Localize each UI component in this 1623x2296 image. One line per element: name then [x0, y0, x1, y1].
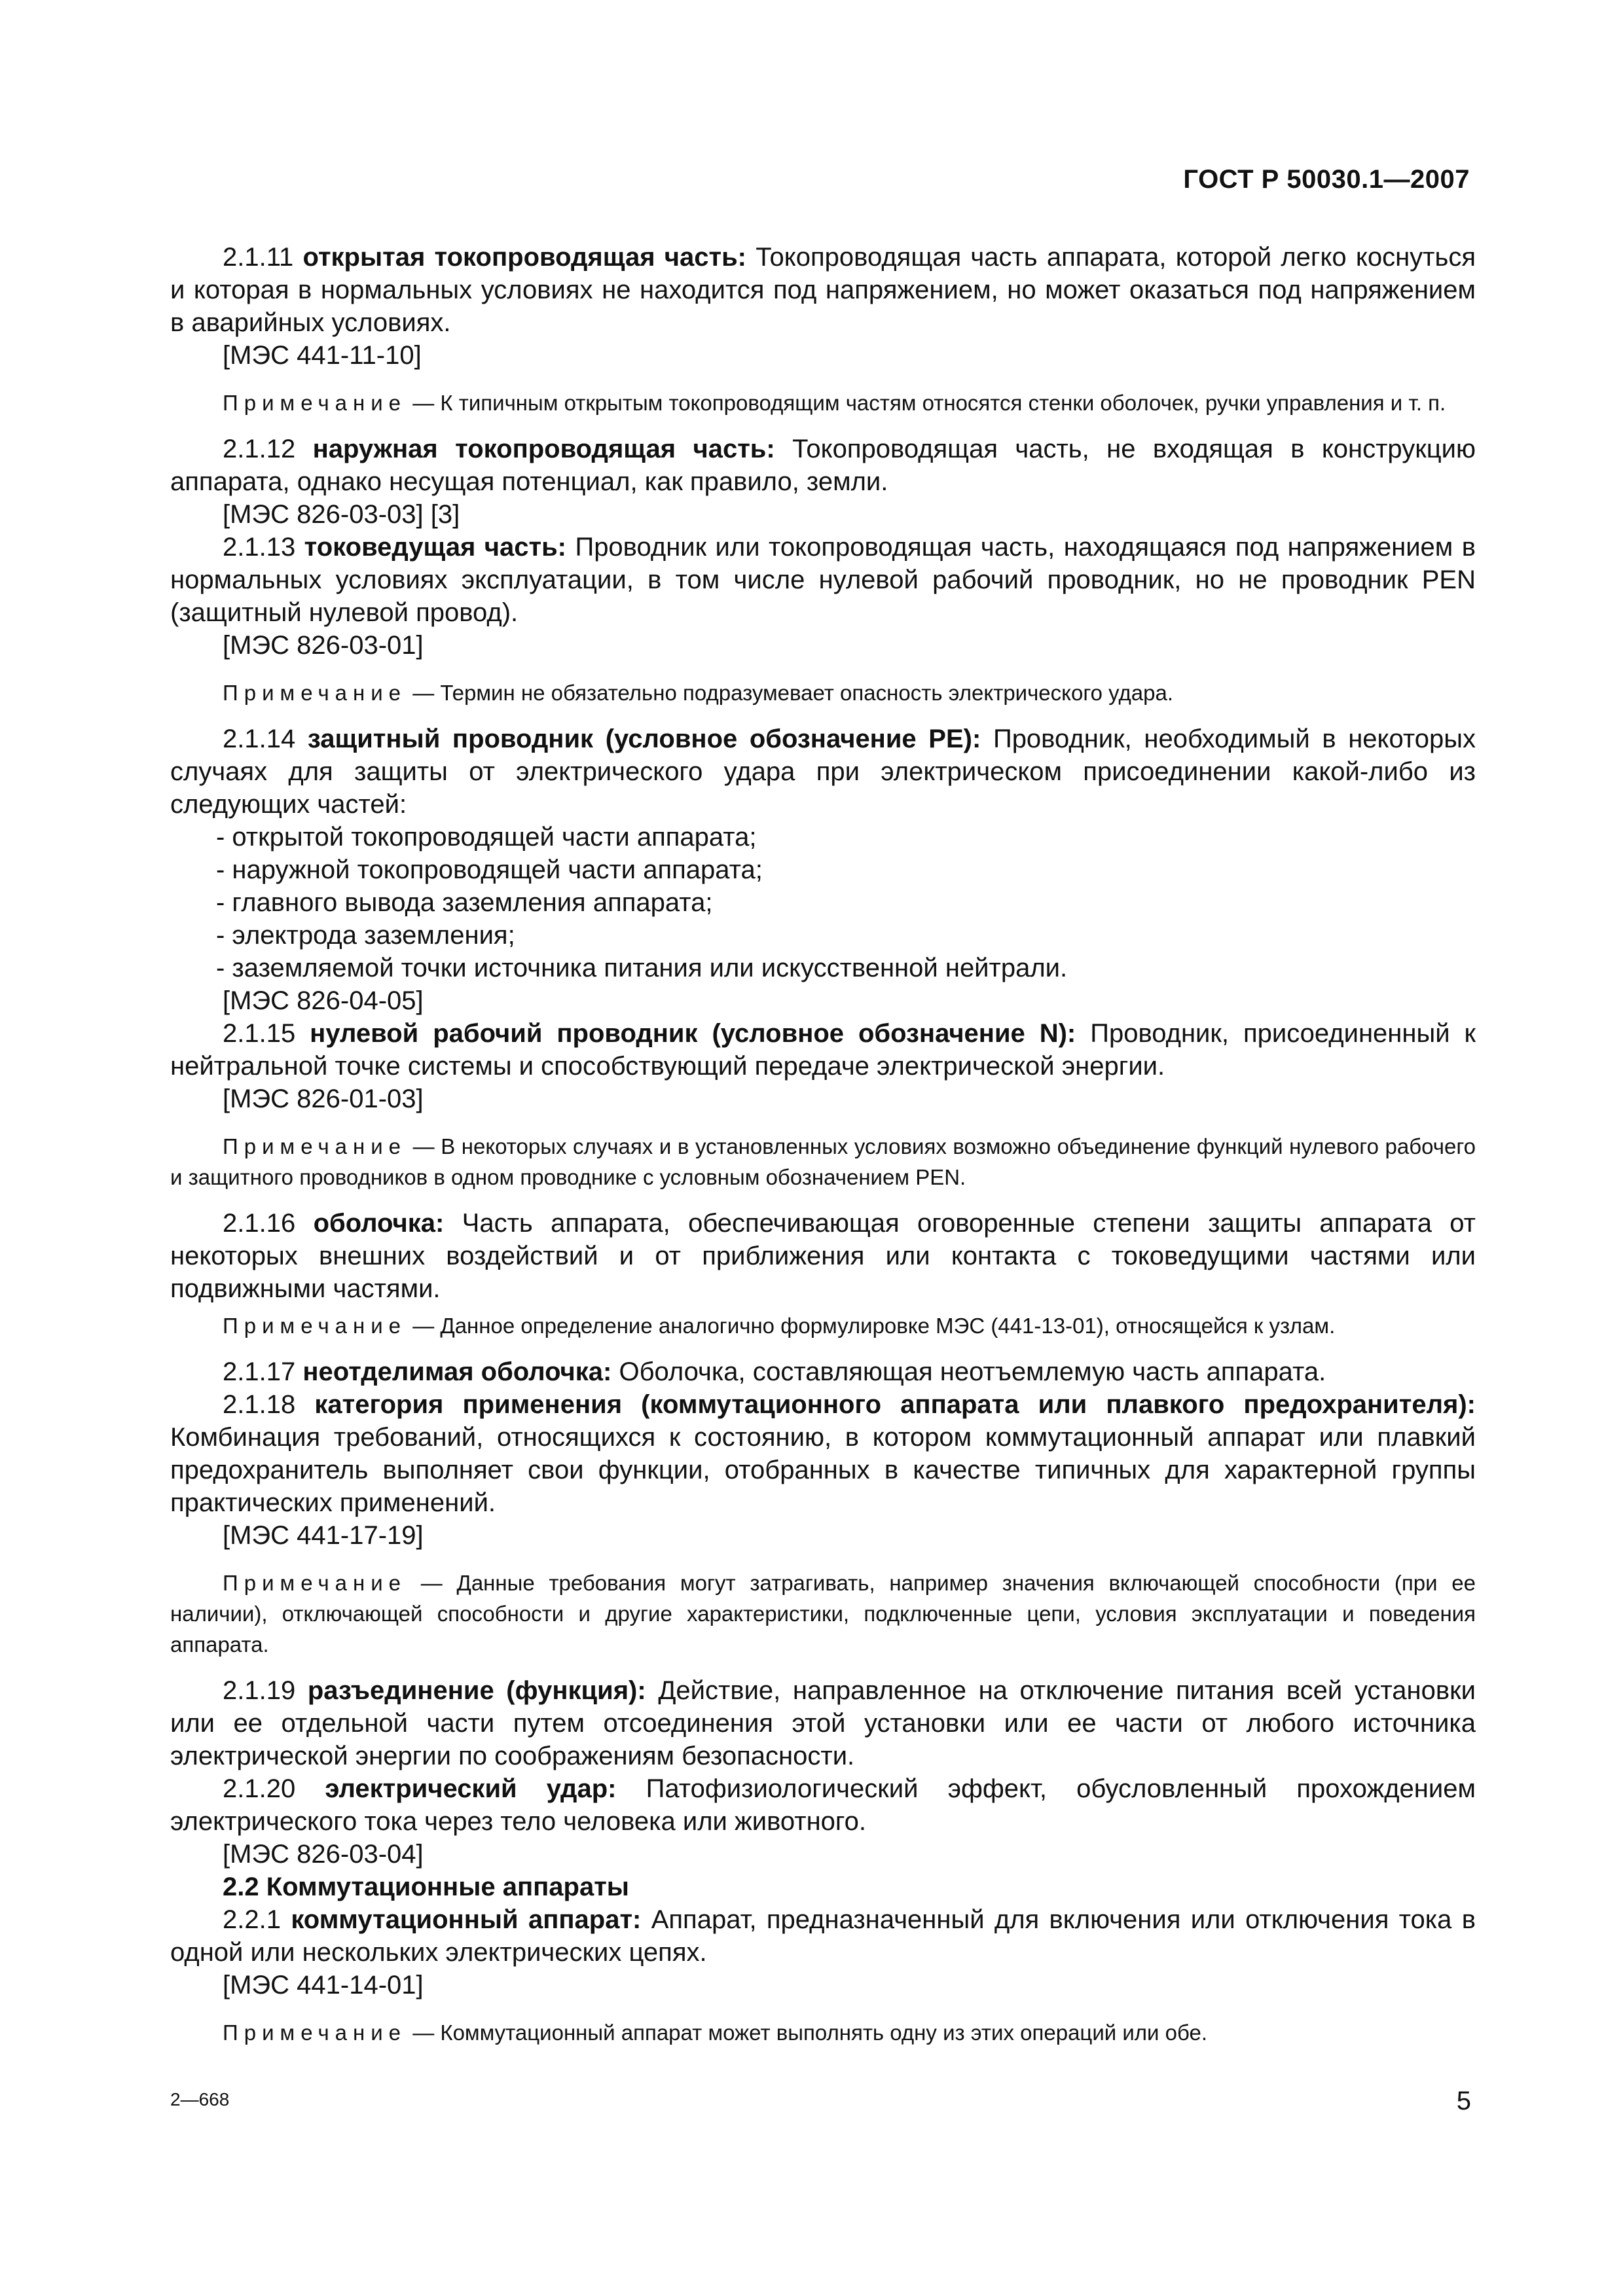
clause-text: Действие, направленное на отключение питания всей установки или ее отдельной части путем отсоединения этой установки или ее части от любого источника электрической энергии по соображениям безопасности.	[170, 1676, 1476, 1770]
clause-term: разъединение (функция):	[307, 1676, 646, 1705]
note-label: Примечание	[223, 1314, 407, 1338]
clause-term: нулевой рабочий проводник (условное обозначение N):	[310, 1019, 1076, 1048]
note-text: — Данное определение аналогично формулировке МЭС (441-13-01), относящейся к узлам.	[412, 1314, 1336, 1338]
clause-term: оболочка:	[313, 1209, 445, 1238]
note	[170, 1310, 1476, 1341]
clause-2-1-12	[170, 433, 1476, 498]
clause-text: Проводник или токопроводящая часть, находящаяся под напряжением в нормальных условиях эксплуатации, в том числе нулевой рабочий проводник, но не проводник PEN (защитный нулевой провод).	[170, 533, 1476, 627]
standard-header: ГОСТ Р 50030.1—2007	[1183, 165, 1470, 194]
clause-reference: [МЭС 826-04-05]	[223, 986, 424, 1015]
clause-2-1-20	[170, 1772, 1476, 1838]
note-label: Примечание	[223, 1134, 407, 1158]
clause-2-1-19	[170, 1674, 1476, 1772]
note-text: — Коммутационный аппарат может выполнять одну из этих операций или обе.	[412, 2020, 1208, 2045]
clause-number: 2.1.18	[223, 1390, 296, 1419]
clause-number: 2.1.19	[223, 1676, 296, 1705]
clause-reference: [МЭС 826-03-03] [3]	[223, 500, 460, 529]
clause-text: Оболочка, составляющая неотъемлемую часть аппарата.	[619, 1357, 1326, 1386]
clause-text: Патофизиологический эффект, обусловленный прохождением электрического тока через тело человека или животного.	[170, 1774, 1476, 1836]
note-label: Примечание	[223, 2020, 407, 2045]
clause-text: Проводник, необходимый в некоторых случаях для защиты от электрического удара при электрическом присоединении какой-либо из следующих частей:	[170, 725, 1476, 819]
clause-text: Проводник, присоединенный к нейтральной точке системы и способствующий передаче электрической энергии.	[170, 1019, 1476, 1081]
note-text: — В некоторых случаях и в установленных условиях возможно объединение функций нулевого рабочего и защитного проводников в одном проводнике с условным обозначением PEN.	[170, 1134, 1476, 1189]
clause-2-1-18	[170, 1388, 1476, 1519]
clause-term: защитный проводник (условное обозначение РЕ):	[307, 725, 981, 753]
clause-2-1-15	[170, 1017, 1476, 1083]
clause-term: токоведущая часть:	[304, 533, 566, 562]
print-code: 2—668	[170, 2089, 230, 2109]
clause-number: 2.1.11	[223, 243, 294, 272]
clause-text: Часть аппарата, обеспечивающая оговоренные степени защиты аппарата от некоторых внешних воздействий и от приближения или контакта с токоведущими частями или подвижными частями.	[170, 1209, 1476, 1303]
list-item: - открытой токопроводящей части аппарата;	[216, 823, 757, 852]
clause-reference: [МЭС 441-14-01]	[223, 1971, 424, 2000]
list-item: - главного вывода заземления аппарата;	[216, 888, 713, 917]
clause-2-1-17	[170, 1355, 1476, 1388]
clause-number: 2.1.17	[223, 1357, 296, 1386]
clause-number: 2.1.16	[223, 1209, 296, 1238]
note	[170, 1568, 1476, 1660]
clause-term: наружная токопроводящая часть:	[312, 435, 775, 463]
list-item: - электрода заземления;	[216, 921, 515, 950]
note-text: — Данные требования могут затрагивать, например значения включающей способности (при ее наличии), отключающей способности и другие характеристики, подключенные цепи, условия эксплуатации и поведения аппарата.	[170, 1571, 1476, 1657]
clause-number: 2.1.13	[223, 533, 296, 562]
clause-text: Токопроводящая часть, не входящая в конструкцию аппарата, однако несущая потенциал, как правило, земли.	[170, 435, 1476, 496]
clause-number: 2.1.14	[223, 725, 296, 753]
note-text: — Термин не обязательно подразумевает опасность электрического удара.	[412, 681, 1174, 705]
note-label: Примечание	[223, 681, 407, 705]
note-label: Примечание	[223, 391, 407, 415]
clause-number: 2.2.1	[223, 1905, 281, 1934]
list-item: - наружной токопроводящей части аппарата;	[216, 855, 763, 884]
clause-reference: [МЭС 826-03-04]	[223, 1840, 424, 1869]
clause-term: коммутационный аппарат:	[291, 1905, 642, 1934]
note	[170, 2017, 1476, 2048]
clause-2-1-13	[170, 531, 1476, 629]
section-heading: 2.2 Коммутационные аппараты	[223, 1873, 629, 1901]
clause-2-1-14	[170, 723, 1476, 821]
clause-2-2-1	[170, 1903, 1476, 1969]
clause-term: неотделимая оболочка:	[302, 1357, 612, 1386]
clause-reference: [МЭС 441-11-10]	[223, 341, 422, 370]
note	[170, 387, 1476, 418]
clause-reference: [МЭС 441-17-19]	[223, 1521, 424, 1550]
clause-reference: [МЭС 826-01-03]	[223, 1085, 424, 1113]
clause-term: категория применения (коммутационного аппарата или плавкого предохранителя):	[314, 1390, 1476, 1419]
clause-text: Комбинация требований, относящихся к состоянию, в котором коммутационный аппарат или плавкий предохранитель выполняет свои функции, отобранных в качестве типичных для характерной группы практических применений.	[170, 1423, 1476, 1517]
note-label: Примечание	[223, 1571, 407, 1595]
clause-term: открытая токопроводящая часть:	[302, 243, 746, 272]
clause-number: 2.1.20	[223, 1774, 296, 1803]
clause-number: 2.1.15	[223, 1019, 296, 1048]
list-item: - заземляемой точки источника питания или искусственной нейтрали.	[216, 954, 1068, 982]
clause-number: 2.1.12	[223, 435, 296, 463]
note	[170, 677, 1476, 708]
note	[170, 1131, 1476, 1193]
clause-2-1-11	[170, 241, 1476, 339]
clause-reference: [МЭС 826-03-01]	[223, 631, 424, 660]
note-text: — К типичным открытым токопроводящим частям относятся стенки оболочек, ручки управления и т. п.	[412, 391, 1446, 415]
clause-text: Токопроводящая часть аппарата, которой легко коснуться и которая в нормальных условиях не находится под напряжением, но может оказаться под напряжением в аварийных условиях.	[170, 243, 1476, 337]
clause-term: электрический удар:	[325, 1774, 617, 1803]
page-number: 5	[1456, 2087, 1471, 2115]
document-body	[170, 241, 1476, 2062]
clause-2-1-16	[170, 1207, 1476, 1305]
clause-text: Аппарат, предназначенный для включения или отключения тока в одной или нескольких электрических цепях.	[170, 1905, 1476, 1967]
